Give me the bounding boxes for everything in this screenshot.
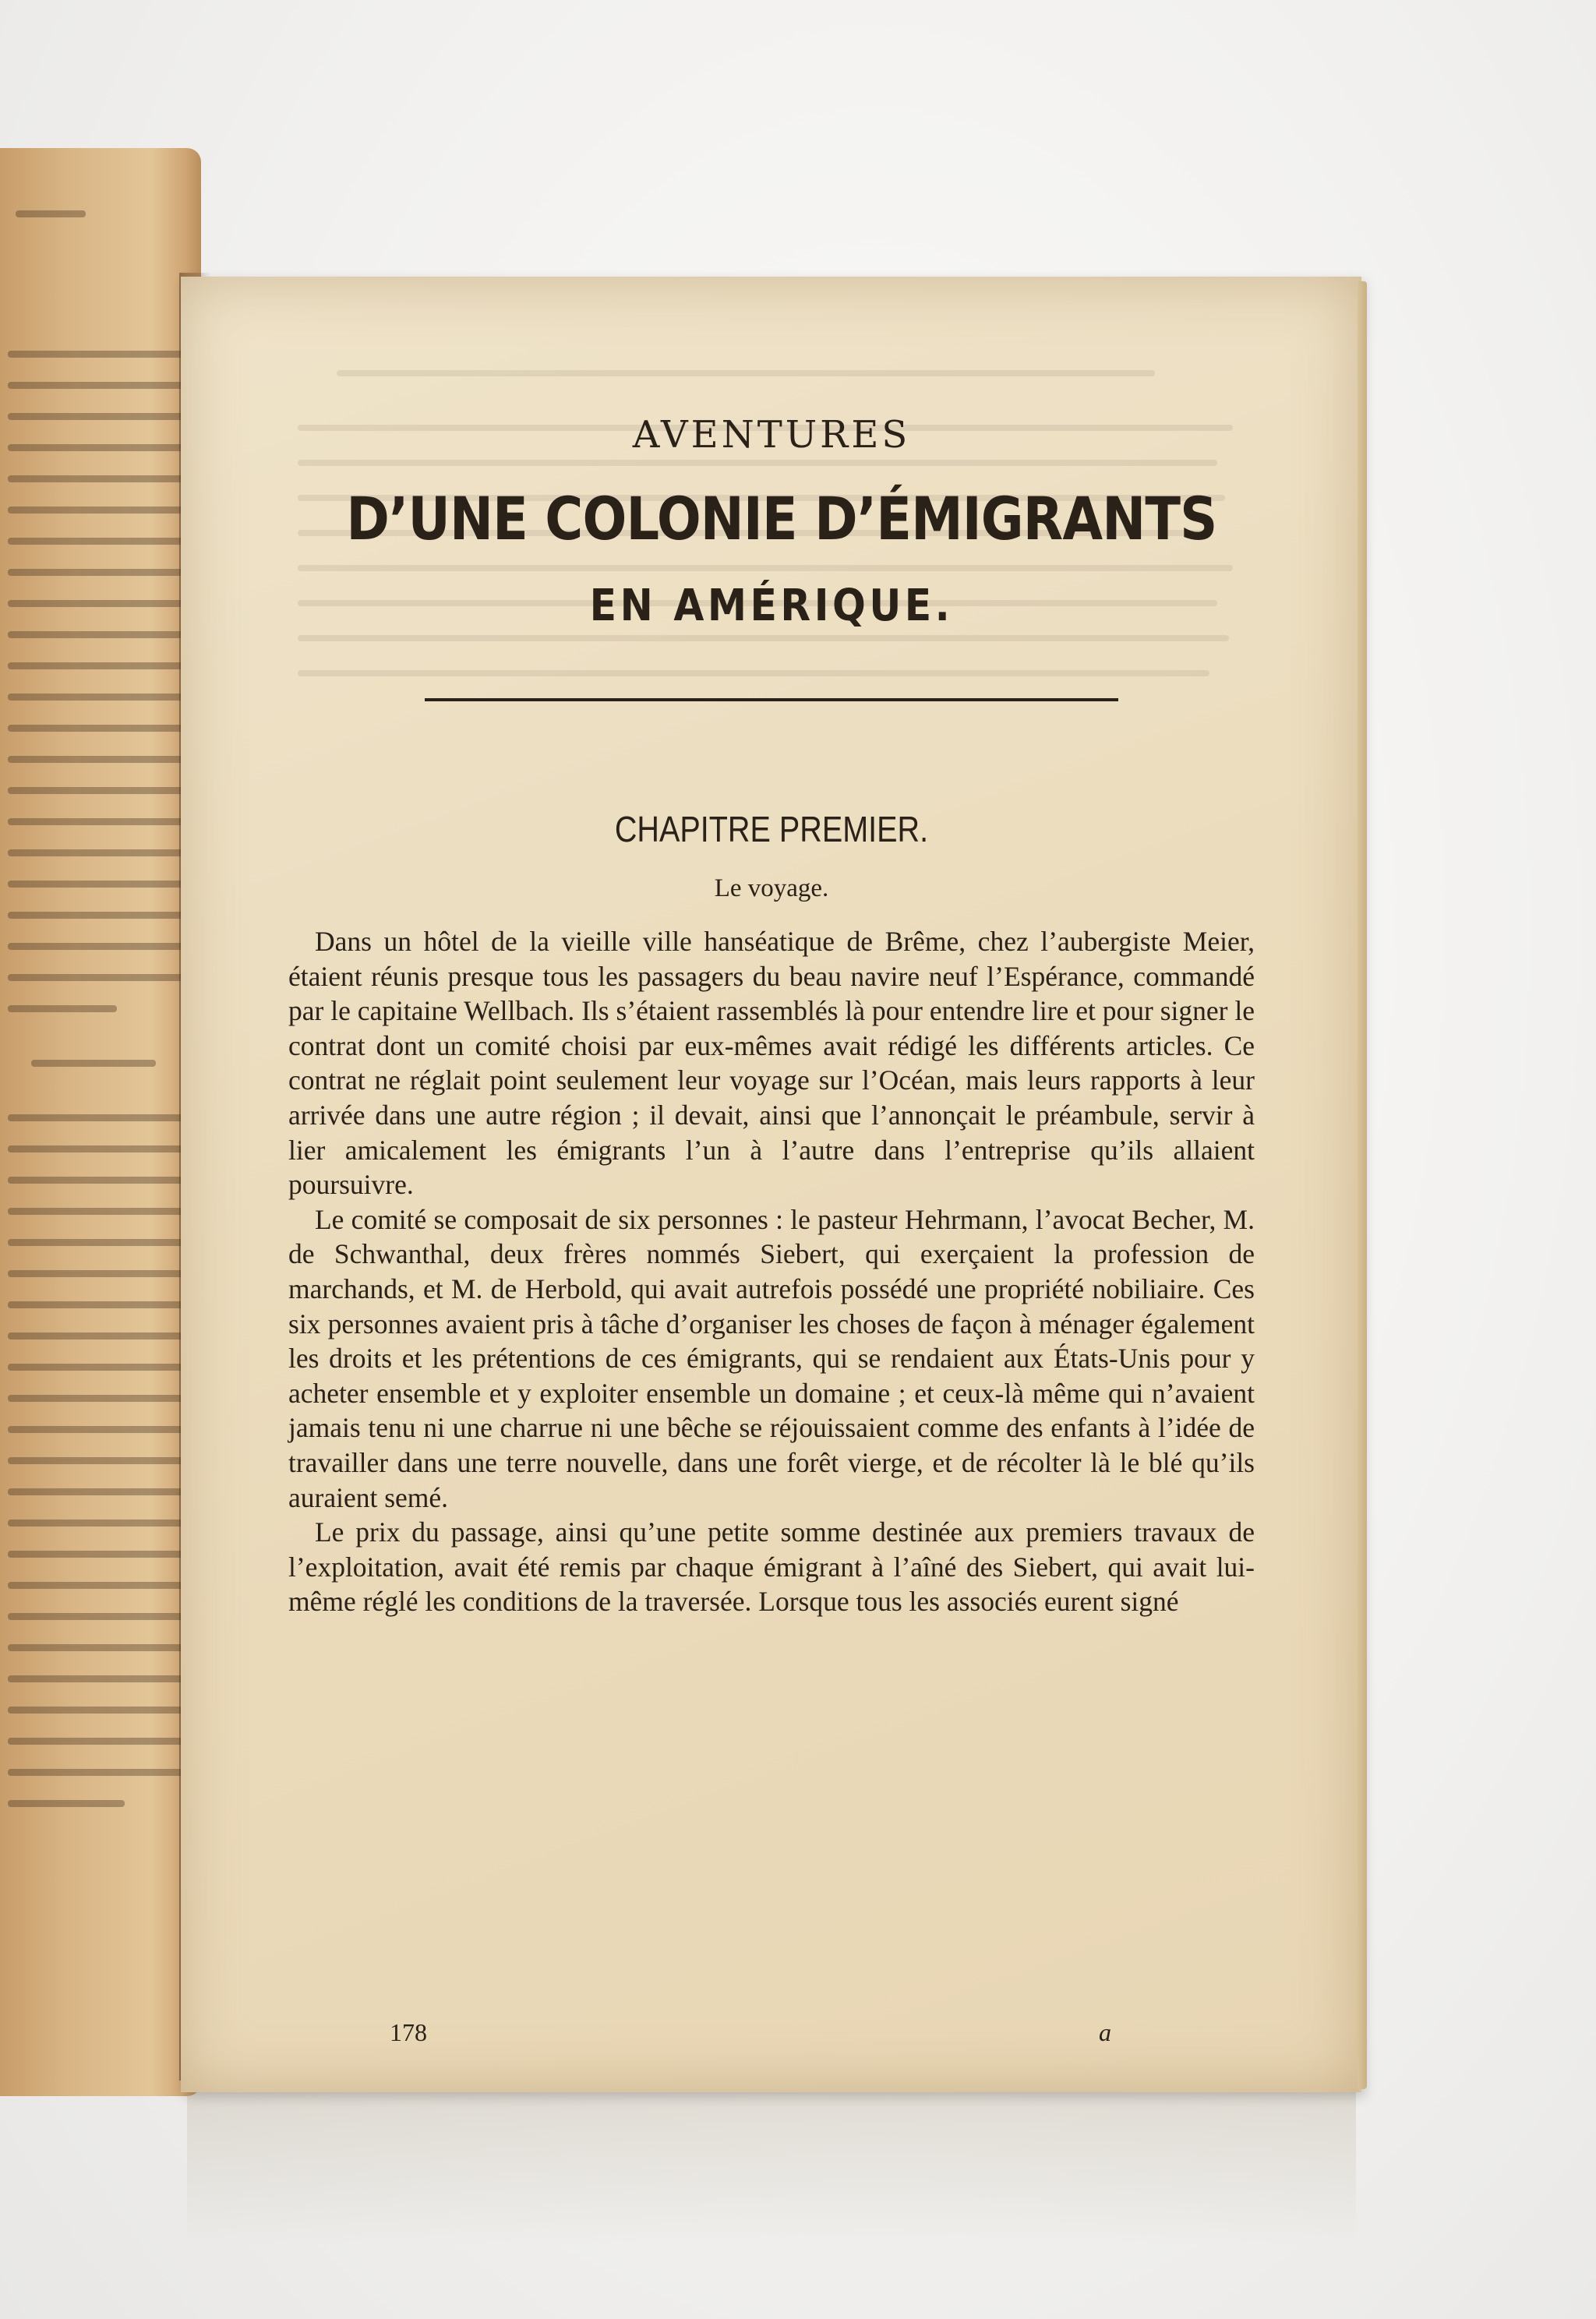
title-line-2: D’UNE COLONIE D’ÉMIGRANTS [346, 484, 1217, 553]
title-line-1: AVENTURES [632, 413, 911, 457]
title-line-3: EN AMÉRIQUE. [589, 581, 954, 631]
page-number: 178 [390, 2018, 427, 2046]
book-page [181, 277, 1361, 2092]
paragraph: Le prix du passage, ainsi qu’une petite somme destinée aux premiers travaux de l’exploitation, avait été remis par chaque émigrant à l’aîné des Siebert, qui avait lui-même réglé les conditions de la traversée. Lorsque tous les associés eurent signé [288, 1516, 1255, 1618]
page-edge [1358, 281, 1367, 2089]
chapter-heading: CHAPITRE PREMIER. [614, 809, 929, 849]
signature-mark: a [1099, 2018, 1111, 2046]
page-footer [288, 2018, 1255, 2053]
chapter-subtitle: Le voyage. [714, 874, 829, 902]
title-divider [425, 698, 1118, 701]
body-text [288, 924, 1255, 1619]
paragraph: Le comité se composait de six personnes : le pasteur Hehrmann, l’avocat Becher, M. de Schwanthal, deux frères nommés Siebert, qui exerçaient la profession de marchands, et M. de Herbold, qui avait autrefois possédé une propriété nobiliaire. Ces six personnes avaient pris à tâche d’organiser les choses de façon à ménager également les droits et les prétentions de ces émigrants, qui se rendaient aux États-Unis pour y acheter ensemble et y exploiter ensemble un domaine ; et ceux-là même qui n’avaient jamais tenu ni une charrue ni une bêche se réjouissaient comme des enfants à l’idée de travailler dans une terre nouvelle, dans une forêt vierge, et de récolter là le blé qu’ils auraient semé. [288, 1203, 1255, 1513]
title-block [288, 413, 1255, 634]
table-reflection [187, 2088, 1356, 2244]
page-content [288, 413, 1255, 1619]
left-page [0, 148, 201, 2096]
paragraph: Dans un hôtel de la vieille ville hanséatique de Brême, chez l’aubergiste Meier, étaient réunis presque tous les passagers du beau navire neuf l’Espérance, commandé par le capitaine Wellbach. Ils s’étaient rassemblés là pour entendre lire et pour signer le contrat dont un comité choisi par eux-mêmes avait rédigé les différents articles. Ce contrat ne réglait point seulement leur voyage sur l’Océan, mais leurs rapports à leur arrivée dans une autre région ; il devait, ainsi que l’annonçait le préambule, servir à lier amicalement les émigrants l’un à l’autre dans l’entreprise qu’ils allaient poursuivre. [288, 926, 1255, 1201]
